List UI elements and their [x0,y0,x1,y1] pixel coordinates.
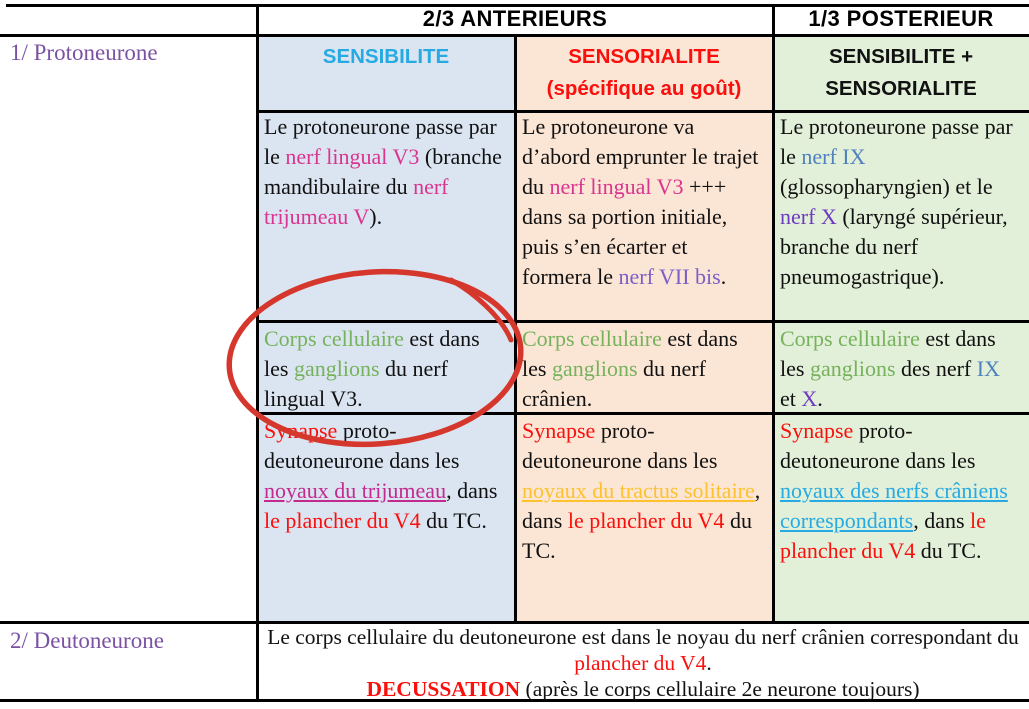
subheader-mixte-line1: SENSIBILITE + [828,45,974,68]
subheader-sensibilite-sensorialite [773,41,1029,105]
column-header-anterieurs: 2/3 ANTERIEURS [422,6,608,31]
decussation-text: DECUSSATION (après le corps cellulaire 2e neurone toujours) [366,677,920,701]
cell-corps-sensorialite: Corps cellulaire est dans les ganglions du nerf crânien. [522,326,738,411]
subheader-sensibilite-text: SENSIBILITE [322,45,450,68]
subheader-mixte-line2: SENSORIALITE [825,77,977,100]
cell-corps-mixte: Corps cellulaire est dans les ganglions des nerf IX et X. [780,326,1000,411]
subheader-sensibilite [257,41,515,73]
cell-synapse-sensorialite: Synapse proto-deutoneurone dans les noyaux du tractus solitaire, dans le plancher du V4 du TC. [522,418,761,563]
subheader-sensorialite [515,41,773,105]
row-label-deutoneurone: 2/ Deutoneurone [10,628,164,653]
cell-synapse-sensibilite: Synapse proto-deutoneurone dans les noyaux du trijumeau, dans le plancher du V4 du TC. [264,418,498,533]
cell-corps-sensibilite: Corps cellulaire est dans les ganglions du nerf lingual V3. [264,326,480,411]
row-label-protoneurone: 1/ Protoneurone [10,40,158,65]
subheader-sensorialite-line2: (spécifique au goût) [546,77,742,100]
deutoneurone-merged-cell [259,624,1027,702]
cell-synapse-mixte: Synapse proto-deutoneurone dans les noyaux des nerfs crâniens correspondants, dans le plancher du V4 du TC. [780,418,1008,563]
cell-trajet-mixte: Le protoneurone passe par le nerf IX (glossopharyngien) et le nerf X (laryngé supérieur, branche du nerf pneumogastrique). [780,114,1013,289]
cell-trajet-sensibilite: Le protoneurone passe par le nerf lingual V3 (branche mandibulaire du nerf trijumeau V). [264,114,502,229]
column-header-posterieur: 1/3 POSTERIEUR [808,6,994,31]
deutoneurone-text: Le corps cellulaire du deutoneurone est dans le noyau du nerf crânien correspondant du plancher du V4. [267,625,1019,675]
cell-trajet-sensorialite: Le protoneurone va d’abord emprunter le trajet du nerf lingual V3 +++ dans sa portion initiale, puis s’en écarter et formera le nerf VII bis. [522,114,759,289]
subheader-sensorialite-line1: SENSORIALITE [568,45,720,68]
